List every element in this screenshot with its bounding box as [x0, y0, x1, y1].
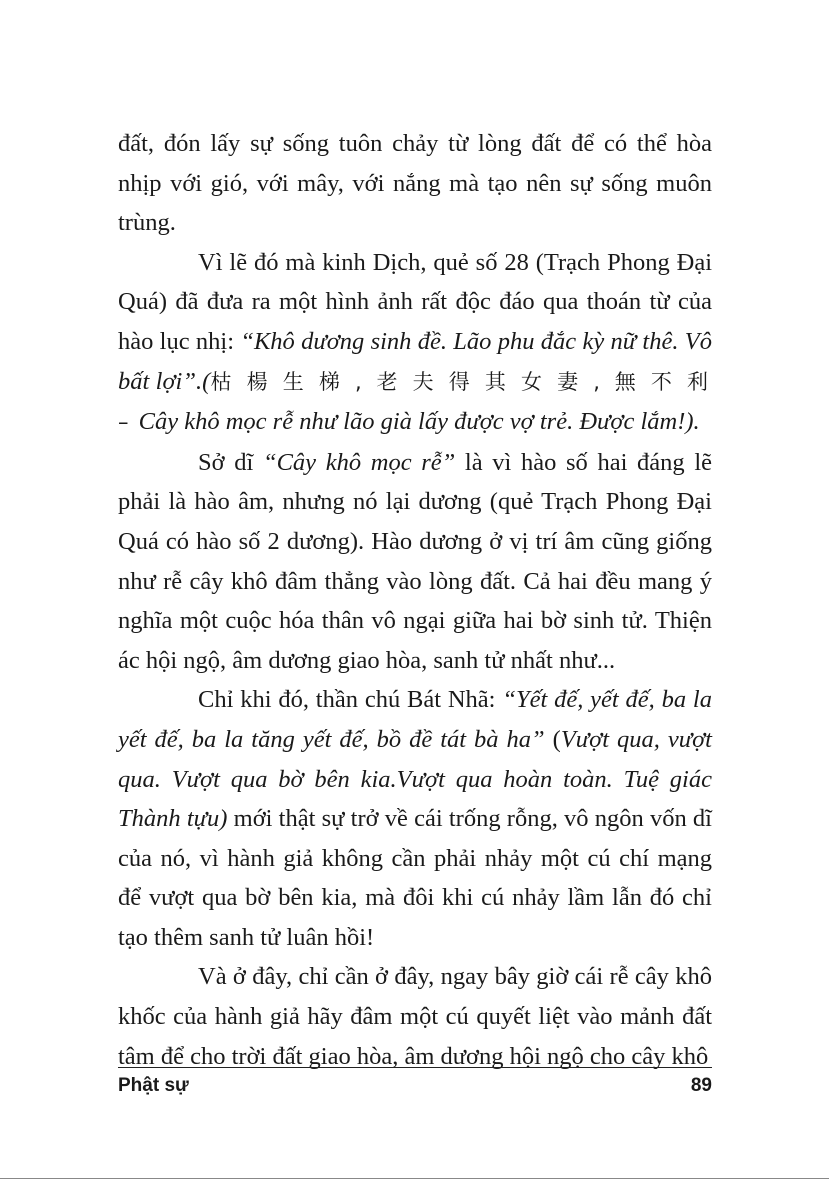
paragraph-3-text-a: Sở dĩ — [198, 448, 263, 476]
paragraph-1 — [118, 124, 712, 243]
paragraph-2-translation: Cây khô mọc rễ như lão già lấy được vợ trẻ. Được lắm!). — [132, 408, 700, 436]
paragraph-3 — [118, 443, 712, 681]
paragraph-2-chinese: 枯 楊 生 梯 , 老 夫 得 其 女 妻 , 無 不 利 – — [118, 369, 713, 435]
page-edge — [0, 1178, 829, 1179]
paragraph-4-translation: Vượt qua, vượt qua. Vượt qua bờ bên kia.Vượt qua hoàn toàn. Tuệ giác Thành tựu) — [118, 725, 712, 833]
page-number: 89 — [690, 1075, 712, 1096]
paragraph-4-quote: “Yết đế, yết đế, ba la yết đế, ba la tăng yết đế, bồ đề tát bà ha” — [118, 686, 712, 753]
paragraph-4-text-b: ( — [544, 725, 561, 753]
paragraph-5-text: Và ở đây, chỉ cần ở đây, ngay bây giờ cái rễ cây khô khốc của hành giả hãy đâm một cú quyết liệt vào mảnh đất tâm để cho trời đất giao hòa, âm dương hội ngộ cho cây khô — [118, 963, 712, 1070]
footer-divider — [118, 1067, 712, 1068]
paragraph-4 — [118, 680, 712, 957]
paragraph-3-quote: “Cây khô mọc rễ” — [262, 448, 456, 476]
paragraph-2-quote: “Khô dương sinh đề. Lão phu đắc kỳ nữ thê. Vô bất lợi”.( — [118, 327, 712, 395]
paragraph-3-text-b: là vì hào số hai đáng lẽ phải là hào âm, nhưng nó lại dương (quẻ Trạch Phong Đại Quá có hào số 2 dương). Hào dương ở vị trí âm cũng giống như rễ cây khô đâm thẳng vào lòng đất. Cả hai đều mang ý nghĩa một cuộc hóa thân vô ngại giữa hai bờ sinh tử. Thiện ác hội ngộ, âm dương giao hòa, sanh tử nhất như... — [118, 448, 713, 674]
running-footer-title: Phật sự — [118, 1075, 189, 1096]
paragraph-2 — [118, 243, 712, 443]
paragraph-4-text-c: mới thật sự trở về cái trống rỗng, vô ngôn vốn dĩ của nó, vì hành giả không cần phải nhảy một cú chí mạng để vượt qua bờ bên kia, mà đôi khi cú nhảy lầm lẫn đó chỉ tạo thêm sanh tử luân hồi! — [118, 805, 712, 951]
page-body — [118, 124, 712, 1076]
paragraph-4-text-a: Chỉ khi đó, thần chú Bát Nhã: — [198, 686, 503, 714]
paragraph-2-text: Vì lẽ đó mà kinh Dịch, quẻ số 28 (Trạch Phong Đại Quá) đã đưa ra một hình ảnh rất độc đáo qua thoán từ của hào lục nhị: — [118, 248, 712, 355]
paragraph-1-text: đất, đón lấy sự sống tuôn chảy từ lòng đất để có thể hòa nhịp với gió, với mây, với nắng mà tạo nên sự sống muôn trùng. — [118, 130, 712, 237]
paragraph-5 — [118, 957, 712, 1076]
